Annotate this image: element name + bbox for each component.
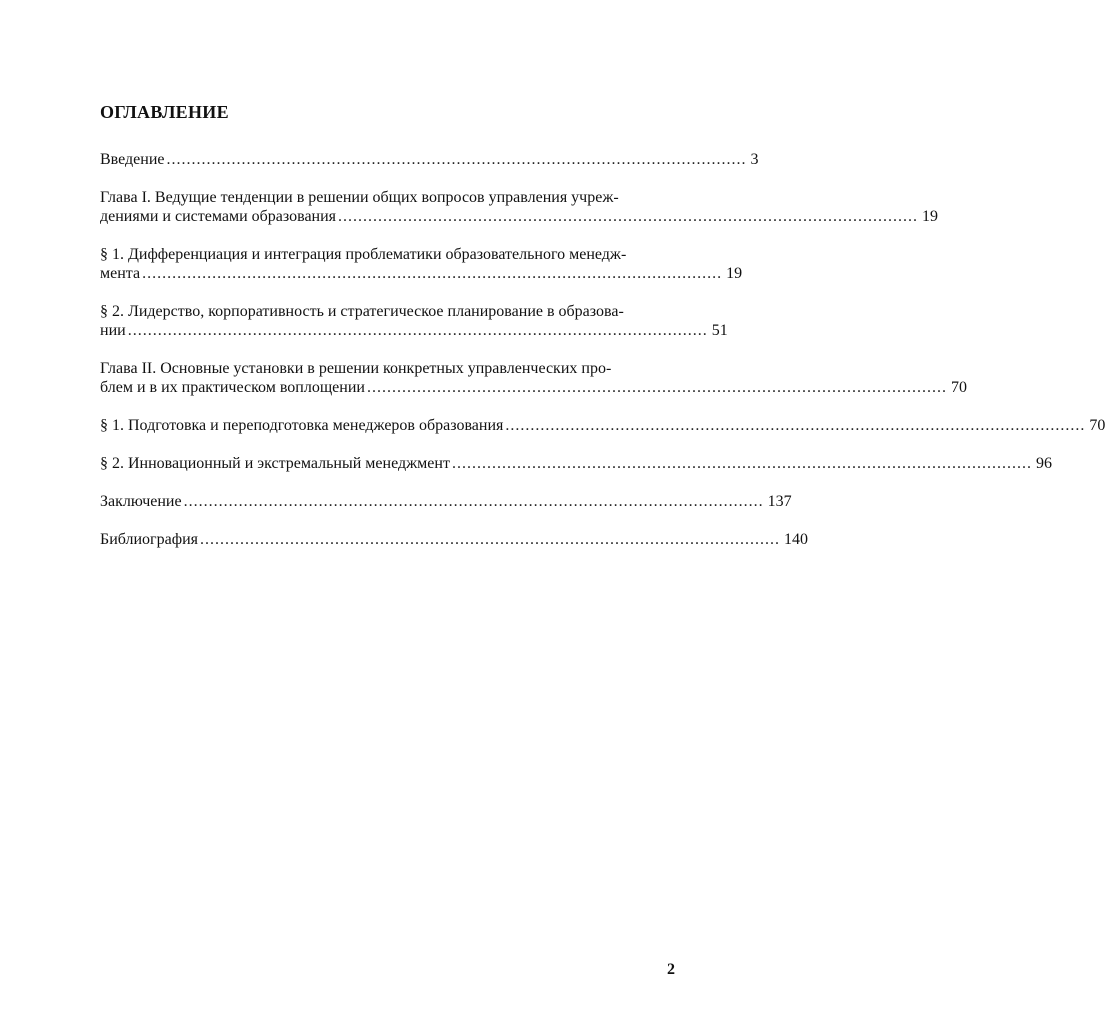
toc-entry-text: Заключение xyxy=(100,493,182,510)
toc-entry-text: Глава I. Ведущие тенденции в решении общих вопросов управления учреж- xyxy=(100,189,619,206)
toc-entry-text: § 1. Подготовка и переподготовка менеджеров образования xyxy=(100,417,504,434)
toc-page-number: 137 xyxy=(767,493,792,510)
toc-page-number: 140 xyxy=(784,531,808,548)
toc-page-number: 70 xyxy=(950,379,967,396)
toc-entry-section-1-2[interactable] xyxy=(100,302,728,340)
page-number: 2 xyxy=(667,961,675,978)
toc-entry-text-continued: мента xyxy=(100,265,141,282)
toc-entry-text-continued: нии xyxy=(100,322,126,339)
toc-leader-dots: .................................................................................................................... xyxy=(451,455,1032,472)
toc-leader-dots: .................................................................................................................... xyxy=(183,493,764,510)
toc-entry-bibliography[interactable] xyxy=(100,530,808,549)
toc-page-number: 19 xyxy=(922,208,939,225)
toc-leader-dots: .................................................................................................................... xyxy=(142,265,723,282)
toc-page-number: 3 xyxy=(750,151,759,168)
toc-entry-text: § 2. Инновационный и экстремальный менеджмент xyxy=(100,455,450,472)
toc-leader-dots: .................................................................................................................... xyxy=(338,208,919,225)
toc-entry-chapter-2[interactable] xyxy=(100,359,967,397)
table-of-contents xyxy=(100,150,1105,568)
toc-entry-text: Введение xyxy=(100,151,165,168)
toc-leader-dots: .................................................................................................................... xyxy=(366,379,947,396)
toc-entry-text-continued: блем и в их практическом воплощении xyxy=(100,379,365,396)
toc-leader-dots: .................................................................................................................... xyxy=(200,531,780,548)
toc-title: ОГЛАВЛЕНИЕ xyxy=(100,102,229,122)
toc-page-number: 19 xyxy=(726,265,743,282)
toc-page-number: 96 xyxy=(1035,455,1052,472)
toc-entry-section-2-1[interactable] xyxy=(100,416,1105,435)
toc-entry-section-2-2[interactable] xyxy=(100,454,1052,473)
toc-entry-chapter-1[interactable] xyxy=(100,188,939,226)
toc-entry-section-1-1[interactable] xyxy=(100,245,743,283)
toc-leader-dots: .................................................................................................................... xyxy=(127,322,708,339)
toc-entry-text: Библиография xyxy=(100,531,198,548)
toc-entry-text: § 2. Лидерство, корпоративность и стратегическое планирование в образова- xyxy=(100,303,624,320)
toc-page-number: 51 xyxy=(711,322,728,339)
toc-page-number: 70 xyxy=(1089,417,1105,434)
toc-entry-text-continued: дениями и системами образования xyxy=(100,208,337,225)
toc-entry-conclusion[interactable] xyxy=(100,492,792,511)
toc-entry-text: § 1. Дифференциация и интеграция проблематики образовательного менедж- xyxy=(100,246,627,263)
toc-entry-introduction[interactable] xyxy=(100,150,759,169)
toc-entry-text: Глава II. Основные установки в решении конкретных управленческих про- xyxy=(100,360,612,377)
toc-leader-dots: .................................................................................................................... xyxy=(505,417,1086,434)
toc-leader-dots: .................................................................................................................... xyxy=(166,151,747,168)
